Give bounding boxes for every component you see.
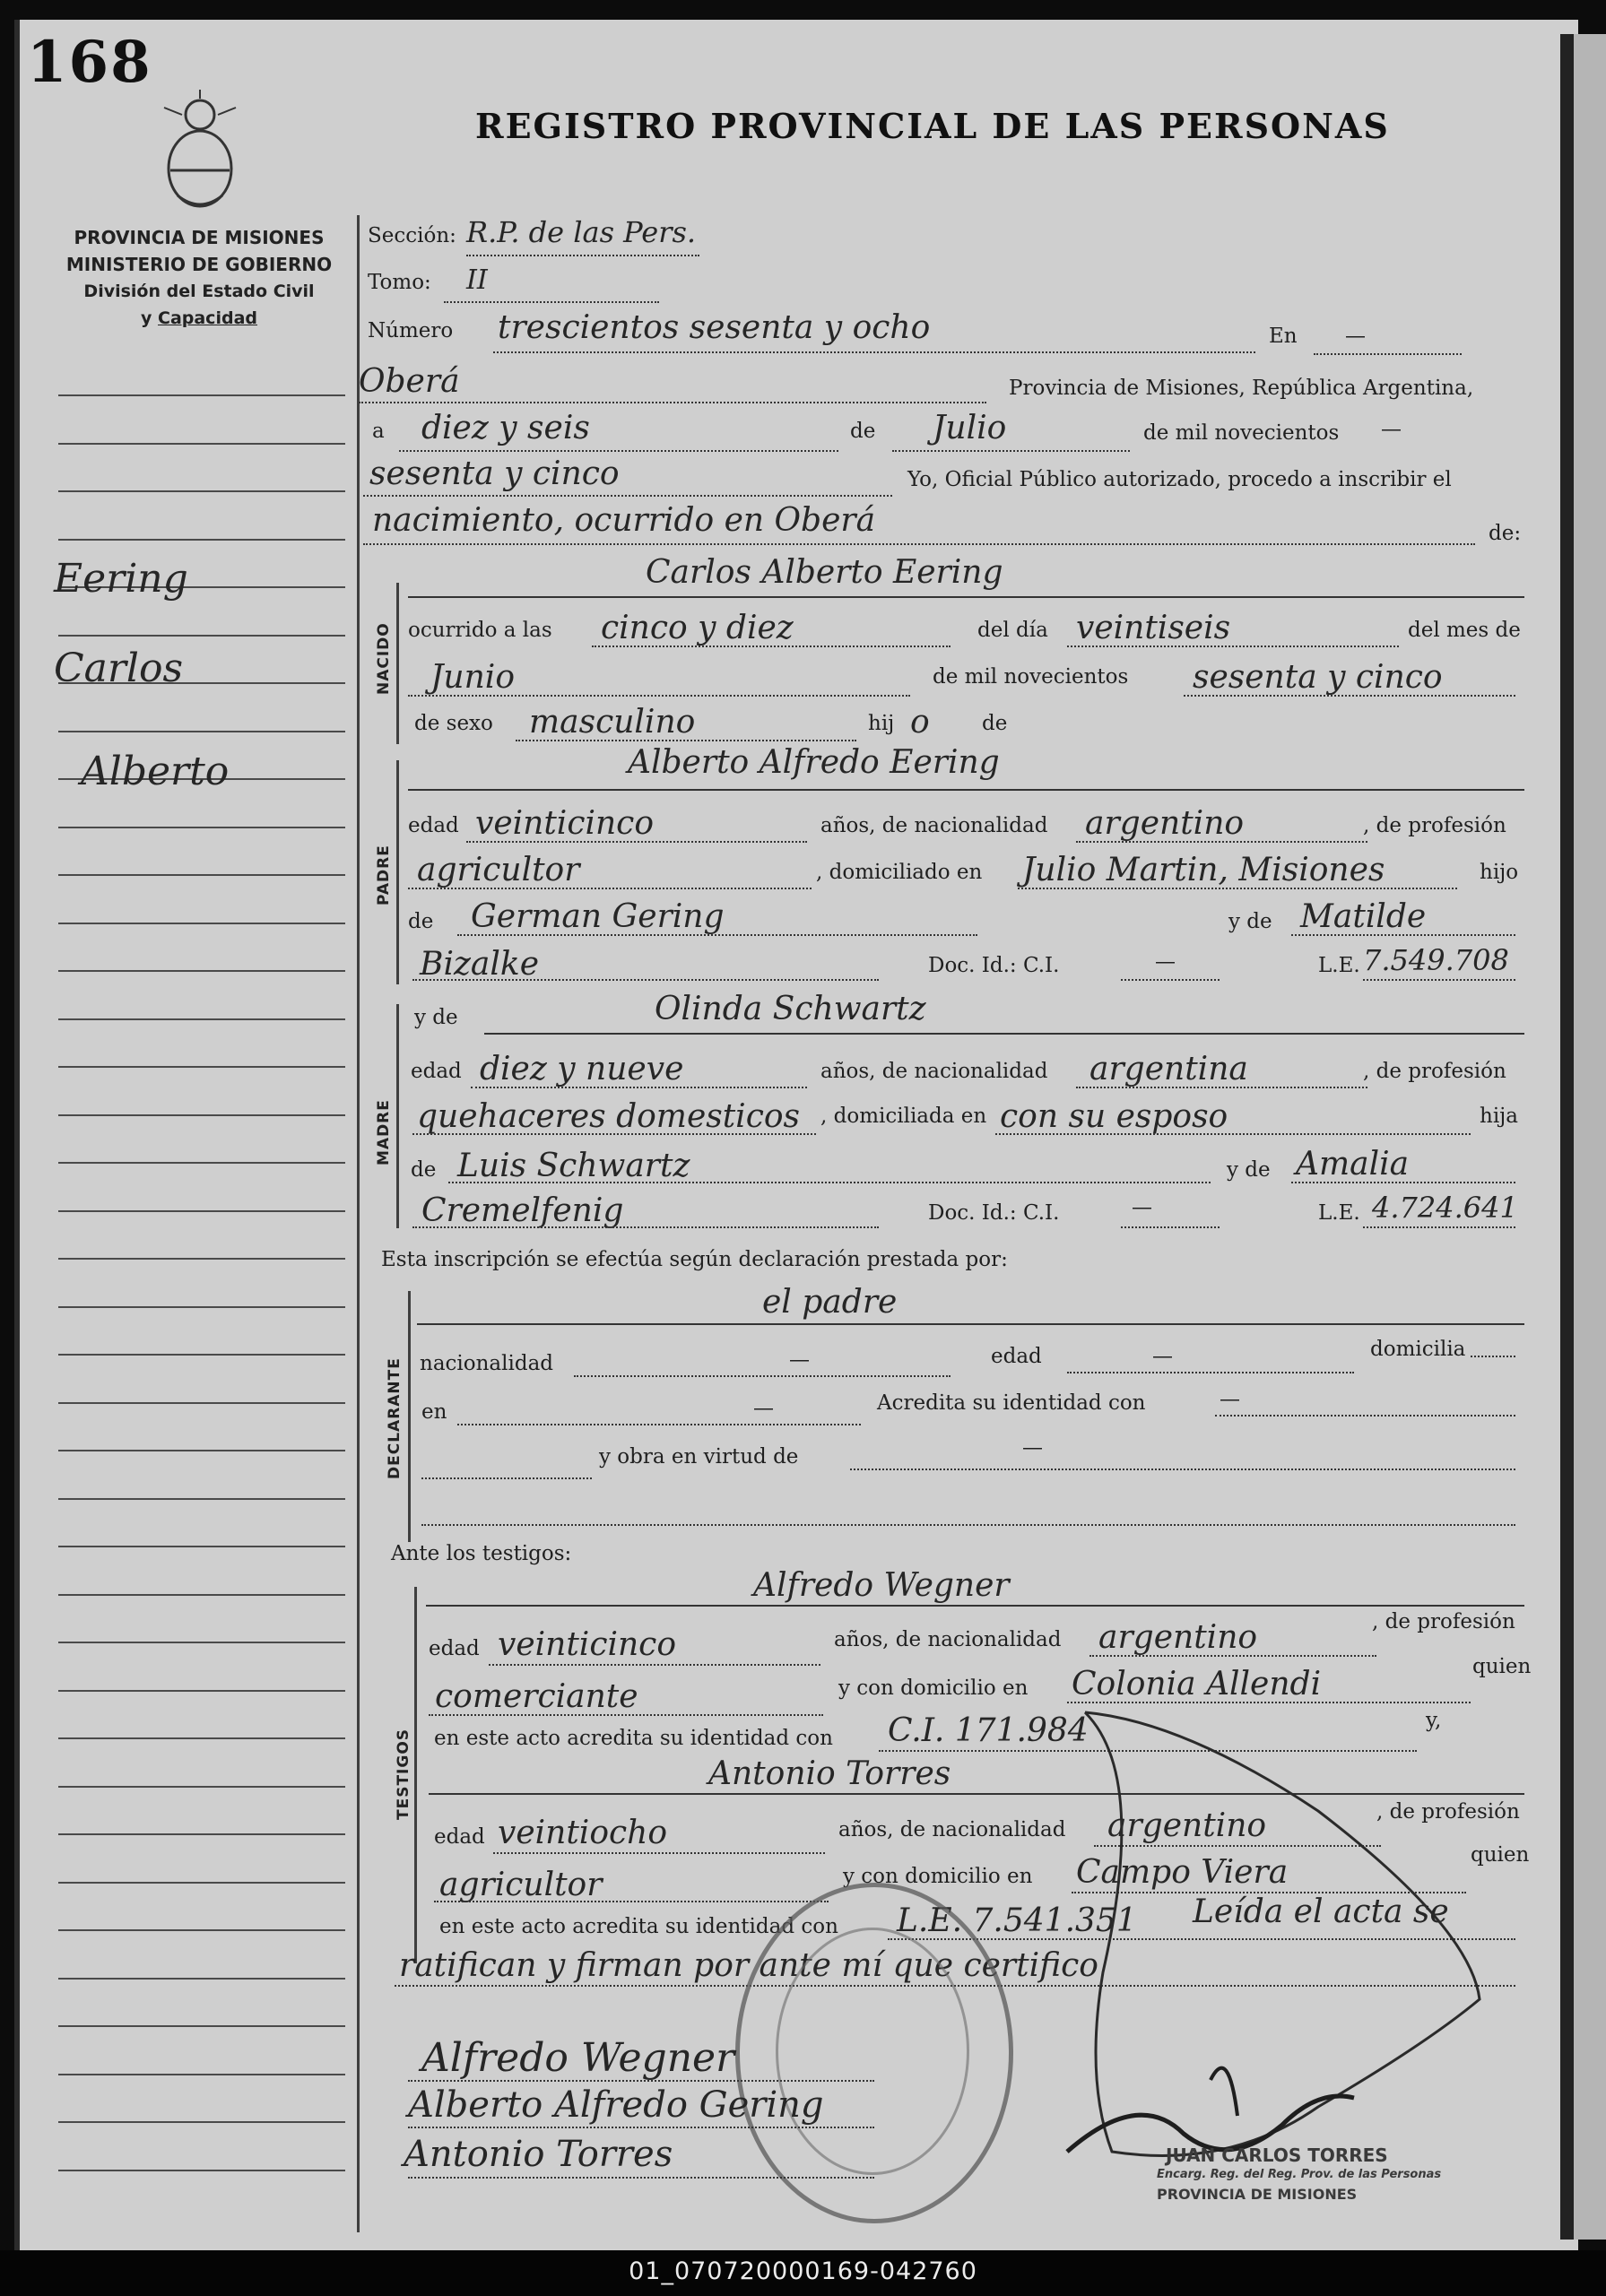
madre-madre-value2: Cremelfenig: [421, 1192, 624, 1229]
tomo-label: Tomo:: [368, 271, 431, 294]
lugar-line: [359, 402, 986, 403]
org-province: PROVINCIA DE MISIONES: [74, 227, 325, 248]
acto-line: [363, 543, 1475, 545]
declarante-en-label: en: [421, 1400, 447, 1424]
signature-line-3: [408, 2177, 874, 2179]
margin-ruled-line: [58, 1354, 345, 1356]
margin-ruled-line: [58, 1978, 345, 1980]
seccion-label: Sección:: [368, 224, 456, 247]
madre-le-label: L.E.: [1318, 1201, 1360, 1225]
testigo1-nac-value: argentino: [1098, 1619, 1258, 1656]
en-line: [1314, 353, 1462, 355]
scan-file-id: 01_070720000169-042760: [629, 2257, 977, 2285]
declarante-obra-value: —: [1022, 1436, 1043, 1460]
madre-hija-label: hija: [1480, 1105, 1519, 1128]
margin-ruled-line: [58, 1018, 345, 1020]
testigos-cierre-2: ratifican y firman por ante mí que certifico: [399, 1947, 1098, 1984]
padre-le-value: 7.549.708: [1363, 943, 1509, 977]
numero-label: Número: [368, 319, 454, 342]
padre-prof-line: [408, 888, 812, 889]
margin-ruled-line: [58, 1737, 345, 1739]
padre-le-line: [1363, 979, 1515, 981]
padre-yde-label: y de: [1228, 910, 1272, 933]
madre-prof-value: quehaceres domesticos: [417, 1098, 801, 1135]
org-capacity: [47, 305, 352, 332]
padre-de-label: de: [408, 910, 434, 933]
declarante-obra-label: y obra en virtud de: [599, 1445, 799, 1469]
padre-doc-label: Doc. Id.: C.I.: [928, 954, 1060, 977]
lugar-value: Oberá: [359, 363, 460, 400]
padre-le-label: L.E.: [1318, 954, 1360, 977]
officer-signature-flourish-icon: [1049, 1703, 1515, 2205]
testigo1-edad-value: veinticinco: [498, 1626, 677, 1663]
padre-dom-value: Julio Martin, Misiones: [1022, 852, 1385, 888]
adjacent-page-edge: [1574, 34, 1606, 2240]
madre-prof-label: , de profesión: [1363, 1060, 1506, 1083]
padre-prof-label: , de profesión: [1363, 814, 1506, 837]
padre-dom-line: [1018, 888, 1457, 889]
nacido-anio-line: [1184, 695, 1515, 697]
en-value: —: [1345, 325, 1366, 348]
tomo-value: II: [466, 264, 488, 296]
margin-ruled-line: [58, 970, 345, 972]
padre-nac-line: [1076, 841, 1367, 843]
org-ministry: MINISTERIO DE GOBIERNO: [65, 254, 333, 275]
testigo2-edad-line: [493, 1852, 825, 1854]
padre-padre-value: German Gering: [471, 898, 725, 935]
testigos-bracket: [414, 1587, 417, 1963]
margin-first-name: Carlos: [54, 645, 184, 691]
numero-line: [493, 351, 1255, 353]
declarante-bracket: [408, 1291, 411, 1542]
nacido-mes-label: del mes de: [1408, 619, 1521, 642]
padre-madre-value2: Bizalke: [420, 946, 540, 983]
declarante-nac-line: [574, 1375, 951, 1377]
madre-prof-line: [412, 1133, 816, 1135]
margin-ruled-line: [58, 1882, 345, 1884]
testigo1-name-line: [426, 1605, 1524, 1607]
declarante-acredita-line: [1215, 1415, 1515, 1417]
declarante-acredita-label: Acredita su identidad con: [877, 1391, 1146, 1415]
margin-ruled-line: [58, 1066, 345, 1068]
signature-declarant: Alberto Alfredo Gering: [408, 2084, 824, 2126]
nacido-side-label: NACIDO: [375, 622, 393, 695]
madre-doc-line: [1121, 1226, 1220, 1228]
madre-nac-value: argentina: [1089, 1051, 1248, 1087]
madre-edad-label: edad: [411, 1060, 462, 1083]
margin-ruled-line: [58, 2170, 345, 2171]
margin-surname: Eering: [54, 556, 188, 602]
madre-name-line: [484, 1033, 1524, 1035]
madre-padre-line: [448, 1182, 1211, 1183]
signature-witness-2: Antonio Torres: [404, 2134, 673, 2175]
declarante-en-line: [457, 1424, 861, 1425]
yo-text: Yo, Oficial Público autorizado, procedo a inscribir el: [907, 468, 1452, 491]
testigos-cierre-1: Leída el acta se: [1193, 1893, 1449, 1930]
nacido-hora-line: [592, 645, 951, 647]
padre-madre2-line: [412, 979, 879, 981]
declarante-dom-line: [1471, 1356, 1515, 1357]
testigo2-nombre: Antonio Torres: [708, 1755, 951, 1792]
nacido-nombre: Carlos Alberto Eering: [646, 554, 1003, 591]
testigo2-prof-label: , de profesión: [1376, 1800, 1520, 1824]
declarante-edad-label: edad: [991, 1345, 1042, 1368]
margin-ruled-line: [58, 923, 345, 924]
testigo2-prof-line: [434, 1901, 829, 1902]
margin-ruled-line: [58, 1114, 345, 1116]
anio-value: sesenta y cinco: [369, 455, 620, 492]
madre-le-line: [1363, 1226, 1515, 1228]
margin-ruled-line: [58, 1210, 345, 1212]
de-end: de:: [1489, 522, 1522, 545]
madre-doc-value: —: [1132, 1196, 1152, 1219]
madre-edad-value: diez y nueve: [480, 1051, 684, 1087]
provincia-text: Provincia de Misiones, República Argentina,: [1009, 377, 1474, 400]
margin-ruled-line: [58, 731, 345, 732]
margin-ruled-line: [58, 827, 345, 828]
declarante-en-value: —: [753, 1397, 774, 1420]
padre-madre-line: [1291, 934, 1515, 936]
madre-doc-label: Doc. Id.: C.I.: [928, 1201, 1060, 1225]
padre-hijo-label: hijo: [1480, 861, 1519, 884]
testigo2-acred-label: en este acto acredita su identidad con: [439, 1915, 838, 1938]
madre-madre-value1: Amalia: [1296, 1146, 1410, 1183]
testigo1-nac-line: [1089, 1655, 1376, 1657]
margin-ruled-line: [58, 1162, 345, 1164]
nacido-bracket: [396, 583, 399, 744]
seccion-value: R.P. de las Pers.: [466, 215, 697, 249]
declarante-nombre: el padre: [762, 1284, 898, 1321]
padre-nac-label: años, de nacionalidad: [820, 814, 1048, 837]
officer-title: Encarg. Reg. del Reg. Prov. de las Personas: [1157, 2168, 1442, 2181]
tomo-line: [444, 301, 659, 303]
signature-line-1: [408, 2080, 874, 2082]
declarante-obra-line: [850, 1469, 1515, 1470]
testigo2-dom-value: Campo Viera: [1076, 1854, 1289, 1891]
madre-nombre: Olinda Schwartz: [655, 991, 926, 1027]
officer-name: JUAN CARLOS TORRES: [1166, 2144, 1388, 2166]
padre-edad-label: edad: [408, 814, 459, 837]
madre-nac-line: [1076, 1087, 1367, 1088]
margin-ruled-line: [58, 1450, 345, 1451]
testigo2-nac-label: años, de nacionalidad: [838, 1818, 1066, 1841]
padre-edad-value: veinticinco: [475, 805, 655, 842]
de-label: de: [850, 420, 876, 443]
madre-nac-label: años, de nacionalidad: [820, 1060, 1048, 1083]
testigo1-dom-value: Colonia Allendi: [1072, 1666, 1322, 1703]
nacido-mil-label: de mil novecientos: [933, 665, 1129, 689]
nacido-sexo-label: de sexo: [414, 712, 493, 735]
padre-dom-label: , domiciliado en: [816, 861, 983, 884]
testigo2-edad-value: veintiocho: [498, 1815, 668, 1851]
madre-bracket: [396, 1004, 399, 1228]
margin-ruled-line: [58, 1306, 345, 1308]
madre-dom-label: , domiciliada en: [820, 1105, 987, 1128]
testigo1-edad-line: [489, 1664, 820, 1666]
nacido-sexo-value: masculino: [529, 704, 696, 741]
margin-ruled-line: [58, 1402, 345, 1404]
declarante-blank-line: [421, 1524, 1515, 1526]
nacido-dia-label: del día: [977, 619, 1048, 642]
org-capacity-word: Capacidad: [158, 308, 257, 328]
margin-ruled-line: [58, 1498, 345, 1500]
folio-number: 168: [27, 29, 152, 96]
nacido-dia-value: veintiseis: [1076, 610, 1231, 646]
testigo1-acred-label: en este acto acredita su identidad con: [434, 1727, 833, 1750]
testigos-side-label: TESTIGOS: [395, 1728, 412, 1820]
signature-witness-1: Alfredo Wegner: [421, 2035, 735, 2081]
org-division: División del Estado Civil: [83, 282, 315, 301]
testigo1-y-label: y,: [1426, 1709, 1442, 1732]
madre-padre-value: Luis Schwartz: [457, 1148, 690, 1184]
testigo1-quien-label: quien: [1472, 1655, 1532, 1678]
nacido-hij-label: hij: [868, 712, 895, 735]
testigo1-edad-label: edad: [429, 1637, 480, 1660]
nacido-anio-value: sesenta y cinco: [1193, 659, 1443, 696]
padre-nac-value: argentino: [1085, 805, 1245, 842]
declarante-edad-value: —: [1152, 1345, 1173, 1368]
official-seal-inner-ring: [776, 1928, 969, 2175]
padre-padre-line: [457, 934, 977, 936]
padre-doc-value: —: [1155, 950, 1176, 974]
testigo2-acred-value: L.E. 7.541.351: [897, 1902, 1137, 1939]
declarante-intro: Esta inscripción se efectúa según declaración prestada por:: [381, 1248, 1008, 1271]
margin-ruled-line: [58, 1546, 345, 1547]
nacido-sexo-line: [516, 740, 856, 741]
margin-ruled-line: [58, 443, 345, 445]
margin-ruled-line: [58, 394, 345, 396]
margin-ruled-line: [58, 2025, 345, 2027]
margin-ruled-line: [58, 1690, 345, 1692]
margin-ruled-line: [58, 1642, 345, 1643]
padre-doc-line: [1121, 979, 1220, 981]
nacido-hora-value: cinco y diez: [601, 610, 794, 646]
nacido-hij-value: o: [910, 704, 930, 741]
margin-ruled-line: [58, 1786, 345, 1788]
nacido-name-line: [408, 596, 1524, 598]
mes-line: [892, 450, 1130, 452]
padre-side-label: PADRE: [375, 845, 393, 905]
acto-value: nacimiento, ocurrido en Oberá: [372, 502, 876, 539]
coat-of-arms-icon: [151, 88, 249, 213]
a-label: a: [372, 420, 385, 443]
testigo1-prof-label: , de profesión: [1372, 1610, 1515, 1633]
testigo2-prof-value: agricultor: [439, 1867, 603, 1903]
madre-edad-line: [471, 1087, 807, 1088]
padre-edad-line: [466, 841, 807, 843]
mil-label: de mil novecientos: [1143, 421, 1340, 445]
padre-madre-value1: Matilde: [1300, 898, 1427, 935]
document-title: REGISTRO PROVINCIAL DE LAS PERSONAS: [475, 106, 1390, 146]
nacido-mes-value: Junio: [430, 659, 515, 696]
declarante-dom-label: domicilia: [1370, 1338, 1466, 1361]
margin-ruled-line: [58, 1258, 345, 1260]
org-capacity-prefix: y: [140, 308, 152, 328]
margin-ruled-line: [58, 1594, 345, 1596]
margin-ruled-line: [58, 1929, 345, 1931]
numero-value: trescientos sesenta y ocho: [498, 309, 931, 346]
margin-middle-name: Alberto: [81, 749, 230, 794]
testigo2-edad-label: edad: [434, 1825, 485, 1849]
nacido-de-label: de: [982, 712, 1008, 735]
padre-name-line: [408, 789, 1524, 791]
madre-madre2-line: [412, 1226, 879, 1228]
madre-dom-line: [995, 1133, 1471, 1135]
margin-ruled-line: [58, 635, 345, 637]
nacido-dia-line: [1067, 645, 1399, 647]
testigo1-dom-label: y con domicilio en: [838, 1677, 1029, 1700]
padre-bracket: [396, 760, 399, 984]
testigos-intro: Ante los testigos:: [391, 1542, 572, 1565]
madre-de-label: de: [411, 1158, 437, 1182]
main-column-rule: [357, 215, 360, 2232]
testigo1-nombre: Alfredo Wegner: [753, 1567, 1010, 1604]
testigo1-prof-line: [429, 1714, 823, 1716]
testigo2-quien-label: quien: [1471, 1843, 1530, 1867]
madre-dom-value: con su esposo: [1000, 1098, 1228, 1135]
margin-ruled-line: [58, 2121, 345, 2123]
madre-yde2-label: y de: [1227, 1158, 1271, 1182]
testigo1-acred-value: C.I. 171.984: [888, 1712, 1089, 1749]
seccion-line: [466, 255, 699, 256]
margin-ruled-line: [58, 1833, 345, 1835]
declarante-edad-line: [1067, 1372, 1354, 1373]
declarante-name-line: [417, 1323, 1524, 1325]
declarante-side-label: DECLARANTE: [386, 1357, 404, 1479]
padre-nombre: Alberto Alfredo Eering: [628, 744, 1000, 781]
declarante-obra-pre-line: [421, 1477, 592, 1479]
madre-yde-label: y de: [414, 1006, 458, 1029]
nacido-ocurrido-label: ocurrido a las: [408, 619, 552, 642]
officer-province: PROVINCIA DE MISIONES: [1157, 2186, 1358, 2203]
declarante-nac-label: nacionalidad: [420, 1352, 554, 1375]
margin-ruled-line: [58, 874, 345, 876]
padre-prof-value: agricultor: [417, 852, 580, 888]
anio-line: [363, 495, 892, 497]
dia-value: diez y seis: [421, 410, 590, 446]
testigo1-nac-label: años, de nacionalidad: [834, 1628, 1062, 1651]
margin-ruled-line: [58, 490, 345, 492]
dia-line: [399, 450, 838, 452]
testigo2-nac-value: argentino: [1107, 1807, 1267, 1844]
testigo2-dom-label: y con domicilio en: [843, 1865, 1033, 1888]
testigo1-prof-value: comerciante: [435, 1678, 638, 1715]
mil-dash: —: [1381, 418, 1402, 441]
en-label: En: [1269, 325, 1298, 348]
signature-line-2: [408, 2127, 874, 2128]
madre-madre-line: [1291, 1182, 1515, 1183]
issuing-organization: [47, 224, 352, 332]
madre-le-value: 4.724.641: [1372, 1191, 1518, 1225]
declarante-acredita-value: —: [1220, 1388, 1240, 1411]
book-spine: [1560, 34, 1574, 2240]
margin-ruled-line: [58, 539, 345, 541]
margin-ruled-line: [58, 2074, 345, 2075]
nacido-mes-line: [408, 695, 910, 697]
declarante-nac-value: —: [789, 1348, 810, 1372]
mes-value: Julio: [933, 410, 1007, 446]
madre-side-label: MADRE: [375, 1099, 393, 1165]
